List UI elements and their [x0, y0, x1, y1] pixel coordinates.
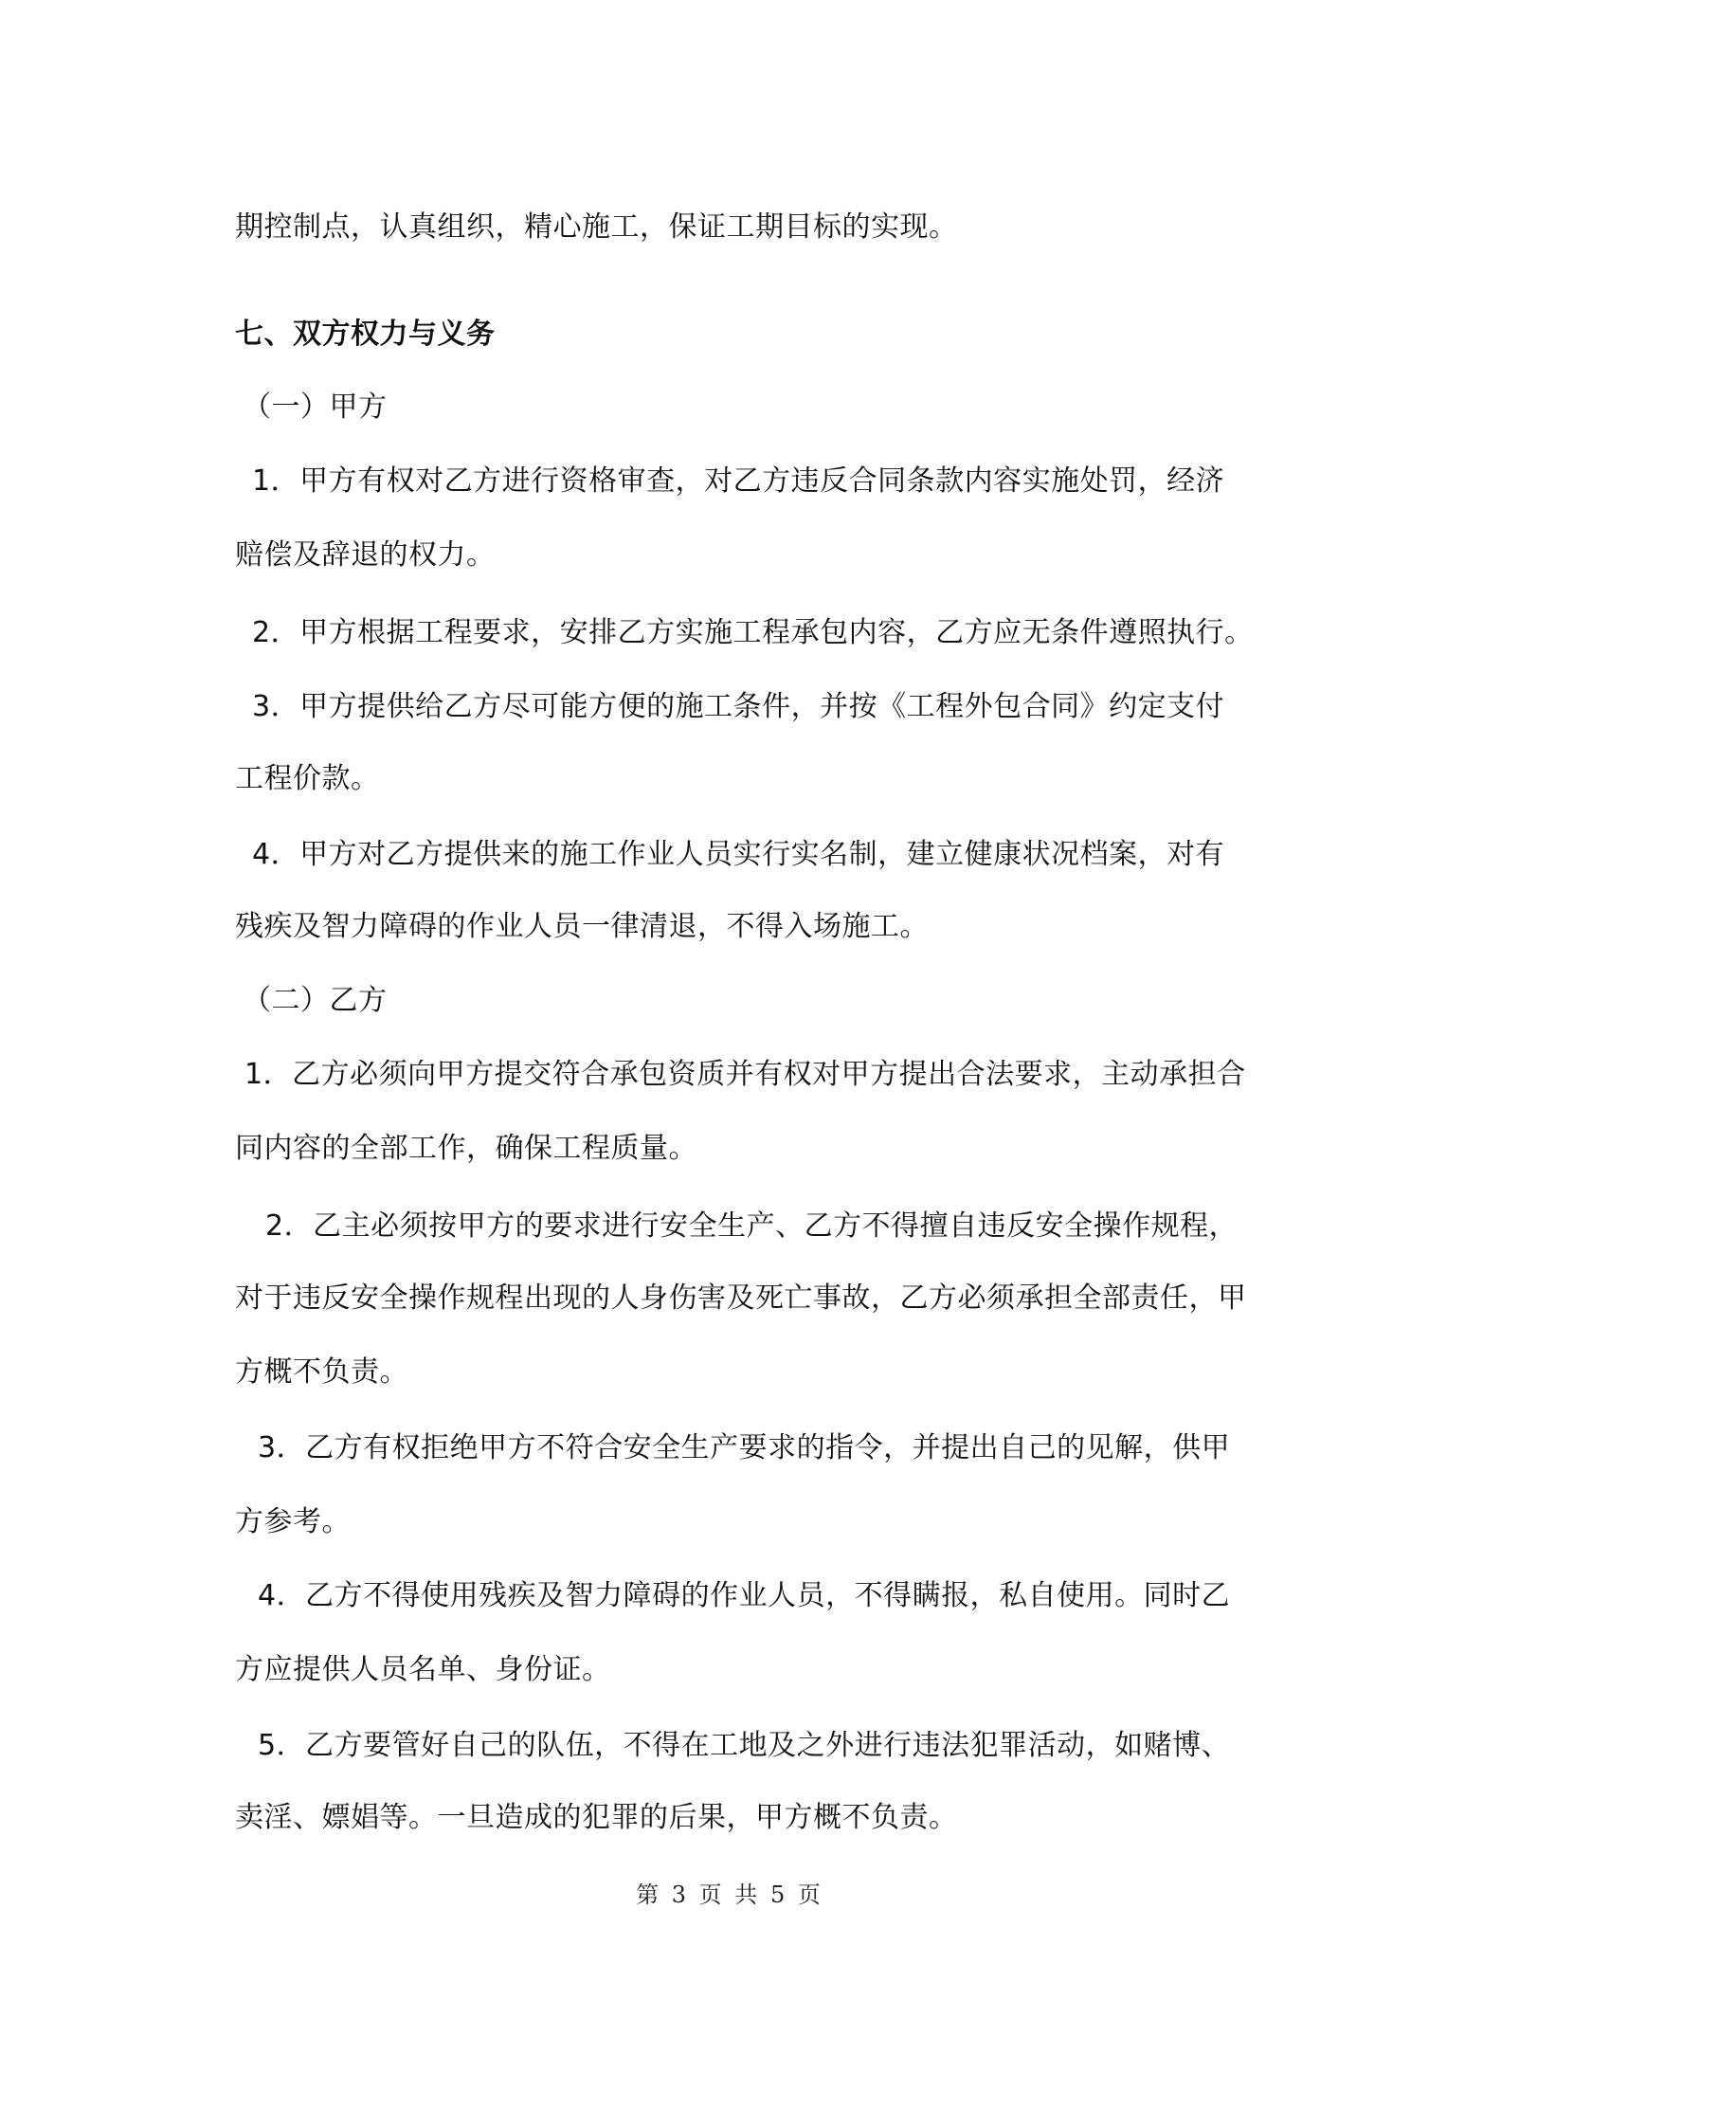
paragraph-line: 对于违反安全操作规程出现的人身伤害及死亡事故，乙方必须承担全部责任，甲 [235, 1282, 1247, 1315]
paragraph-line: 工程价款。 [235, 762, 380, 795]
subsection-heading: （一）甲方 [243, 391, 388, 424]
subsection-heading: （二）乙方 [243, 984, 388, 1017]
paragraph-line: 3．乙方有权拒绝甲方不符合安全生产要求的指令，并提出自己的见解，供甲 [258, 1431, 1231, 1464]
paragraph-line: 同内容的全部工作，确保工程质量。 [235, 1132, 697, 1165]
page-number-footer: 第 3 页 共 5 页 [636, 1882, 823, 1908]
paragraph-line: 2．乙主必须按甲方的要求进行安全生产、乙方不得擅自违反安全操作规程， [265, 1209, 1239, 1243]
paragraph-line: 方参考。 [235, 1505, 351, 1538]
paragraph-line: 方概不负责。 [235, 1355, 408, 1389]
paragraph-line: 残疾及智力障碍的作业人员一律清退，不得入场施工。 [235, 910, 929, 943]
paragraph-line: 期控制点，认真组织，精心施工，保证工期目标的实现。 [235, 210, 958, 244]
paragraph-line: 4．甲方对乙方提供来的施工作业人员实行实名制，建立健康状况档案，对有 [252, 838, 1225, 871]
paragraph-line: 1．乙方必须向甲方提交符合承包资质并有权对甲方提出合法要求，主动承担合 [244, 1058, 1246, 1091]
section-heading: 七、双方权力与义务 [235, 318, 496, 351]
paragraph-line: 5．乙方要管好自己的队伍，不得在工地及之外进行违法犯罪活动，如赌博、 [258, 1729, 1231, 1762]
paragraph-line: 3．甲方提供给乙方尽可能方便的施工条件，并按《工程外包合同》约定支付 [252, 690, 1225, 723]
paragraph-line: 2．甲方根据工程要求，安排乙方实施工程承包内容，乙方应无条件遵照执行。 [252, 616, 1254, 649]
paragraph-line: 卖淫、嫖娼等。一旦造成的犯罪的后果，甲方概不负责。 [235, 1801, 958, 1834]
paragraph-line: 4．乙方不得使用残疾及智力障碍的作业人员，不得瞒报，私自使用。同时乙 [258, 1579, 1231, 1612]
paragraph-line: 1．甲方有权对乙方进行资格审查，对乙方违反合同条款内容实施处罚，经济 [252, 464, 1225, 498]
paragraph-line: 赔偿及辞退的权力。 [235, 538, 496, 572]
paragraph-line: 方应提供人员名单、身份证。 [235, 1653, 611, 1686]
